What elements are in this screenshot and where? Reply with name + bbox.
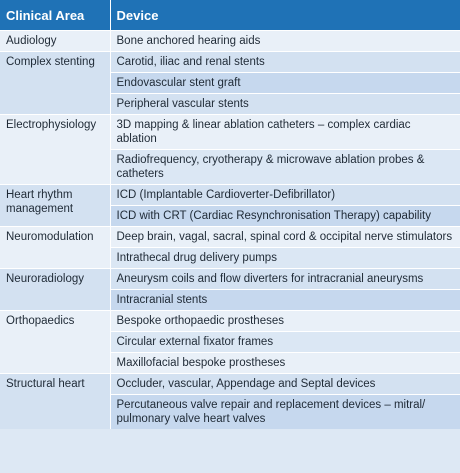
device-item: 3D mapping & linear ablation catheters – complex cardiac ablation [111,115,460,150]
table-header [0,0,460,31]
clinical-area-cell: Electrophysiology [0,115,110,185]
table-body [0,31,460,430]
device-item: Peripheral vascular stents [116,98,249,110]
device-cell [110,52,460,115]
device-cell [110,311,460,374]
device-item: Percutaneous valve repair and replacement devices – mitral/ pulmonary valve heart valves [111,395,460,429]
table-row [0,311,460,374]
clinical-area-cell: Complex stenting [0,52,110,115]
clinical-area-cell: Audiology [0,31,110,52]
clinical-area-cell: Heart rhythm management [0,185,110,227]
device-item: Aneurysm coils and flow diverters for intracranial aneurysms [111,269,460,290]
device-cell [110,269,460,311]
header-clinical-area: Clinical Area [0,0,110,31]
clinical-area-cell: Orthopaedics [0,311,110,374]
table-row [0,115,460,185]
device-cell [110,115,460,185]
device-item: Intracranial stents [111,290,460,310]
device-item: Bespoke orthopaedic prostheses [111,311,460,332]
device-cell [110,31,460,52]
clinical-area-cell: Structural heart [0,374,110,430]
table-row [0,227,460,269]
device-item: Circular external fixator frames [111,332,460,353]
device-cell [110,227,460,269]
header-row [0,0,460,31]
device-item: ICD with CRT (Cardiac Resynchronisation Therapy) capability [111,206,460,226]
device-cell [110,374,460,430]
device-item: Radiofrequency, cryotherapy & microwave ablation probes & catheters [111,150,460,184]
device-item: Occluder, vascular, Appendage and Septal devices [111,374,460,395]
device-item: ICD (Implantable Cardioverter-Defibrillator) [111,185,460,206]
device-item: Endovascular stent graft [111,73,460,94]
table-row [0,31,460,52]
header-device: Device [110,0,460,31]
table-row [0,269,460,311]
device-item: Carotid, iliac and renal stents [111,52,460,73]
device-cell [110,185,460,227]
table-row [0,374,460,430]
clinical-area-cell: Neuromodulation [0,227,110,269]
device-item: Bone anchored hearing aids [116,35,261,47]
table-row [0,185,460,227]
clinical-area-cell: Neuroradiology [0,269,110,311]
table-row [0,52,460,115]
device-item: Maxillofacial bespoke prostheses [116,357,286,369]
device-item: Intrathecal drug delivery pumps [111,248,460,268]
device-item: Deep brain, vagal, sacral, spinal cord & occipital nerve stimulators [111,227,460,248]
